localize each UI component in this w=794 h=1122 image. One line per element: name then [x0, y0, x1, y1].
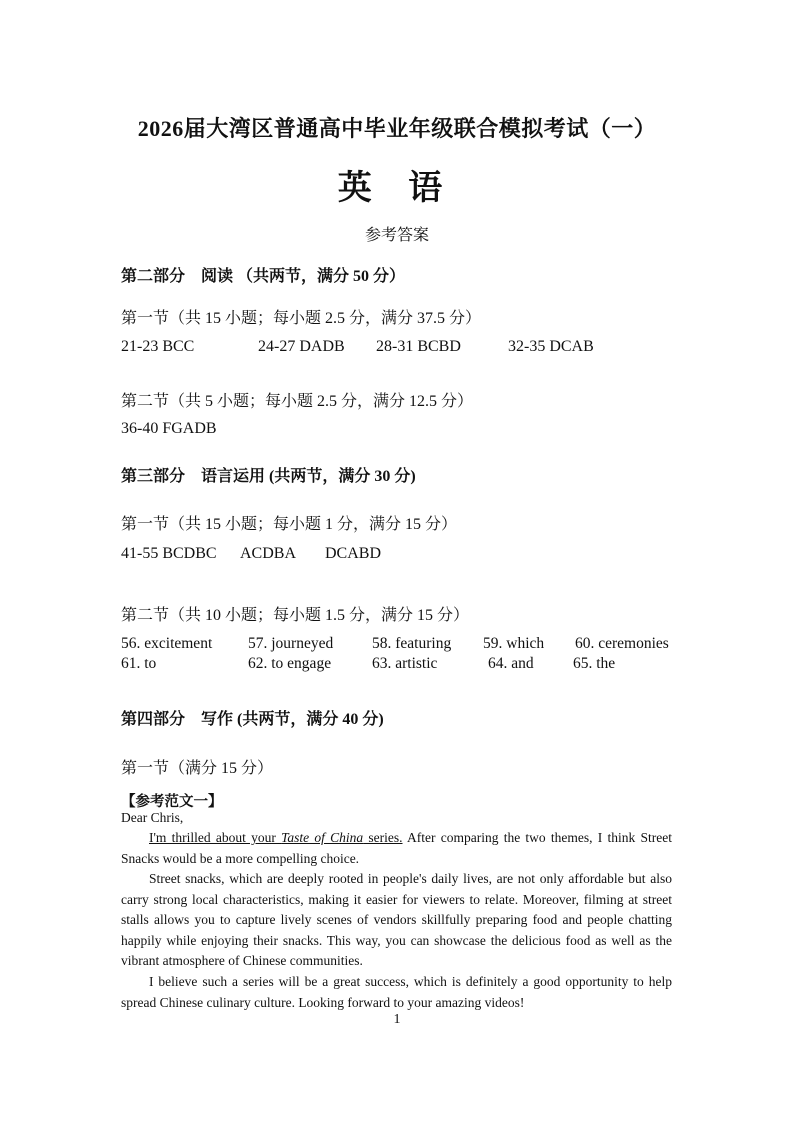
answer-group: 32-35 DCAB	[508, 338, 594, 355]
fill-answer: 65. the	[573, 655, 616, 672]
part3-heading: 第三部分 语言运用 (共两节，满分 30 分)	[121, 468, 416, 485]
fill-answer: 58. featuring	[372, 635, 452, 652]
fill-answer: 56. excitement	[121, 635, 213, 652]
part3-sec1-heading: 第一节（共 15 小题；每小题 1 分，满分 15 分）	[121, 516, 458, 533]
answer-group: 41-55 BCDBC	[121, 545, 217, 562]
answer-group: ACDBA	[240, 545, 297, 562]
essay-label: 【参考范文一】	[121, 794, 223, 810]
answer-group: 24-27 DADB	[258, 338, 345, 355]
answer-group: 28-31 BCBD	[376, 338, 461, 355]
fill-answer: 63. artistic	[372, 655, 438, 672]
essay-paragraph-1: I'm thrilled about your Taste of China series. After comparing the two themes, I think Street Snacks would be a more compelling choice.	[121, 830, 672, 866]
answer-key-label: 参考答案	[364, 227, 429, 244]
underlined-phrase: I'm thrilled about your Taste of China series.	[149, 830, 403, 845]
subject-title: 英 语	[337, 170, 457, 207]
essay-paragraph-2: Street snacks, which are deeply rooted in people's daily lives, are not only affordable but also carry strong local characteristics, making it easier for viewers to relate. Moreover, filming at street stalls allows you to capture lively scenes of vendors skillfully preparing food and people chatting happily while enjoying their snacks. This way, you can showcase the delicious food as well as the vibrant atmosphere of Chinese communities.	[121, 871, 672, 969]
answer-group: 21-23 BCC	[121, 338, 195, 355]
fill-answer: 62. to engage	[248, 655, 332, 672]
part2-sec1-heading: 第一节（共 15 小题；每小题 2.5 分，满分 37.5 分）	[121, 310, 482, 327]
part4-sec1-heading: 第一节（满分 15 分）	[121, 760, 274, 777]
part4-heading: 第四部分 写作 (共两节，满分 40 分)	[121, 711, 384, 728]
part2-heading: 第二部分 阅读 （共两节，满分 50 分）	[121, 268, 406, 285]
part3-sec2-heading: 第二节（共 10 小题；每小题 1.5 分，满分 15 分）	[121, 607, 470, 624]
answer-group: 36-40 FGADB	[121, 420, 217, 437]
fill-answer: 61. to	[121, 655, 157, 672]
essay-paragraph-3: I believe such a series will be a great success, which is definitely a good opportunity to help spread Chinese culinary culture. Looking forward to your amazing videos!	[121, 974, 672, 1010]
fill-answer: 59. which	[483, 635, 545, 652]
answer-group: DCABD	[325, 545, 382, 562]
fill-answer: 60. ceremonies	[575, 635, 669, 652]
part2-sec2-heading: 第二节（共 5 小题；每小题 2.5 分，满分 12.5 分）	[121, 393, 474, 410]
fill-answer: 57. journeyed	[248, 635, 334, 652]
salutation: Dear Chris,	[121, 810, 184, 825]
page-number: 1	[393, 1012, 401, 1027]
fill-answer: 64. and	[488, 655, 534, 672]
exam-title: 2026届大湾区普通高中毕业年级联合模拟考试（一）	[137, 116, 657, 141]
